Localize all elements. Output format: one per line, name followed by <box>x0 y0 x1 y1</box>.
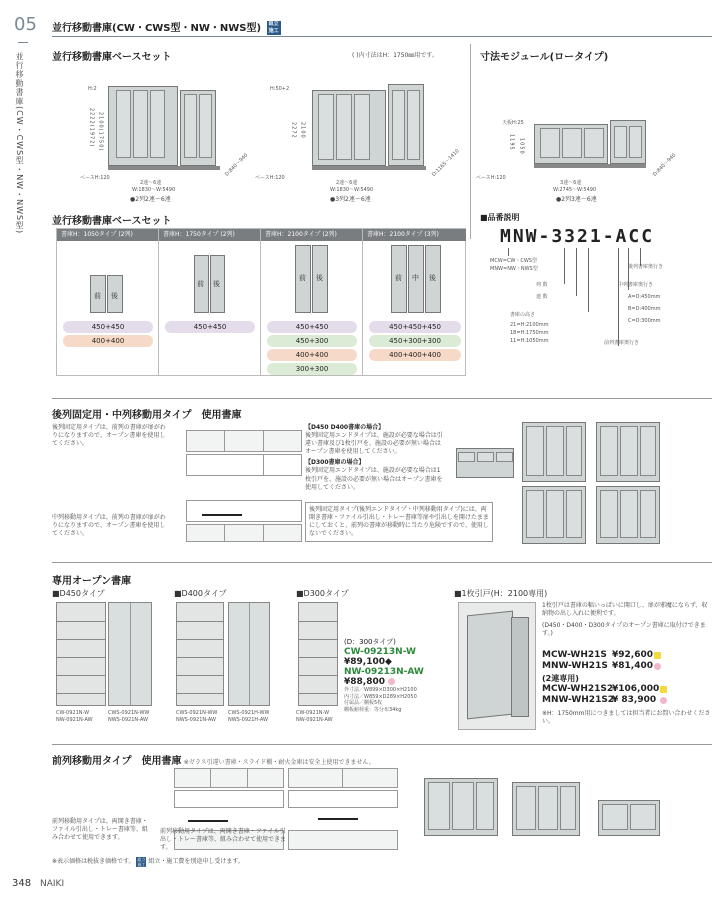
pill-1050-400: 400+400 <box>63 335 153 347</box>
shelf-d450-2 <box>108 602 152 706</box>
col-header-4: 書庫H：2100タイプ (3列) <box>363 229 466 241</box>
d300-model1: CW-09213N-W <box>344 647 416 658</box>
module-w-range: W:2745～W:5490 <box>553 187 597 193</box>
height-11: 11=H:1050mm <box>510 338 549 344</box>
d450-cap2-b: NWS-0921N-AW <box>108 717 148 723</box>
right-w-range: W:1830～W:5490 <box>330 187 374 193</box>
label-2100-3-rear: 後 <box>429 274 436 282</box>
pill-2100-3-300: 450+300+300 <box>369 335 461 347</box>
module-top: 天板H:25 <box>502 120 524 126</box>
rule-1 <box>52 398 712 399</box>
d450-cap1-b: NW-0921N-AW <box>56 717 93 723</box>
d300-spec-2: 内寸法／W859×D289×H2050 <box>344 693 417 700</box>
page-number: 348 <box>12 878 32 889</box>
left-width: 2連～6連 <box>140 180 162 186</box>
right-cabinet-figure <box>312 84 426 170</box>
label-2100-front: 前 <box>299 274 306 282</box>
page-title <box>52 19 281 35</box>
base-set-title: 並行移動書庫ベースセット <box>52 52 172 63</box>
left-caption: ●2列2連～6連 <box>130 196 171 203</box>
d300-spec-1: 外寸法／W899×D300×H2100 <box>344 687 417 694</box>
right-depth: D:1165～1410 <box>430 148 461 178</box>
label-2100-3-mid: 中 <box>412 274 419 282</box>
height-21: 21=H:2100mm <box>510 322 549 328</box>
left-heights: 2222(1972) <box>88 108 95 148</box>
d300-title: 【D300書庫の場合】 <box>305 459 365 467</box>
rear-fixed-illustration-4 <box>522 486 588 548</box>
d400-cap1-a: CWS-0921N-WW <box>176 710 218 716</box>
d300-spec-3: 付属品／棚板5枚 <box>344 700 383 707</box>
pill-2100-450-300: 450+300 <box>267 335 357 347</box>
shelf-d400-1 <box>176 602 224 706</box>
d450-text: 後列固定用エンドタイプは、施設が必要な場合は引違い書庫及び1枚引戸を、施設の必要が無い場合はオープン書庫を使用してください。 <box>305 432 443 456</box>
front-moving-illustration-1 <box>424 778 500 840</box>
pink-mark-icon <box>654 663 661 670</box>
side-label: 並行移動書庫(CW・CWS型・NW・NWS型) <box>15 52 24 235</box>
front-moving-note2: 前列移動用タイプは、両開き書庫・ファイル引出し・トレー書庫等、組み合わせて使用できます。 <box>160 828 287 852</box>
height-18: 18=H:1750mm <box>510 330 549 336</box>
pill-1750-450: 450+450 <box>165 321 255 333</box>
shelf-d450-1 <box>56 602 106 706</box>
front-moving-title: 前列移動用タイプ 使用書庫 <box>52 756 182 767</box>
label-1750-rear: 後 <box>213 280 220 288</box>
front-depth-label: 前列書庫奥行き <box>604 340 640 346</box>
series-1: MCW=CW・CWS型 <box>490 258 537 264</box>
label-1050-front: 前 <box>94 292 101 300</box>
front-moving-subnote: ※ガラス引違い書庫・スライド棚・耐火金庫は安全上使用できません。 <box>183 759 375 766</box>
part-number-code: MNW-3321-ACC <box>500 226 655 247</box>
front-moving-header <box>52 752 375 767</box>
sliding-door-price-3: MCW-WH21S2 ¥106,000 <box>542 684 712 694</box>
pink-mark-icon-2 <box>660 697 667 704</box>
d450-label: ■D450タイプ <box>52 589 105 598</box>
d450-cap2-a: CWS-0921N-WW <box>108 710 150 716</box>
header-rule <box>52 36 712 37</box>
pill-2100-400: 400+400 <box>267 349 357 361</box>
rear-fixed-illustration-3 <box>596 422 662 484</box>
open-shelf-title: 専用オープン書庫 <box>52 576 132 587</box>
d300-pink-mark-icon <box>388 678 395 685</box>
d300-cap1-a: CW-0921N-W <box>296 710 330 716</box>
units-label: 連 数 <box>536 294 548 300</box>
d450-note <box>305 424 445 492</box>
d300-box-label: (D：300タイプ) <box>344 638 396 646</box>
sliding-door-sub: (2連専用) <box>542 674 579 683</box>
sliding-door-price-1: MCW-WH21S ¥92,600 <box>542 650 712 660</box>
d450-title: 【D450 D400書庫の場合】 <box>305 424 385 431</box>
module-title: 寸法モジュール(ロータイプ) <box>480 52 609 63</box>
right-inner: 2100 <box>299 122 306 139</box>
rear-fixed-note1: 後列固定用タイプは、前列の書庫が扉がわりになりますので、オープン書庫を使用してください。 <box>52 424 166 448</box>
series-2: MNW=NW・NWS型 <box>490 266 538 272</box>
module-h2: 1050 <box>518 138 525 155</box>
assembly-badge-icon-footer: 組立施工 <box>137 856 146 867</box>
d400-cap2-b: NWS-0921H-AW <box>228 717 268 723</box>
sliding-door-price-4: MNW-WH21S2 ¥ 83,900 <box>542 695 712 705</box>
depth-c: C=D:300mm <box>628 318 661 324</box>
label-1050-rear: 後 <box>111 292 118 300</box>
height-label: 書庫の高さ <box>510 312 536 318</box>
base-set-table <box>56 228 466 376</box>
d300-model2: NW-09213N-AW <box>344 667 424 678</box>
right-base: ベースH:120 <box>255 175 285 181</box>
rear-fixed-warning: 後列固定用タイプ(後列エンドタイプ・中列移動用タイプ)には、両開き書庫・ファイル引出し・トレー書庫等扉や引出しを開けたままにしておくと、前列の書庫が移動時に当たり危険ですので、使用しないでください。 <box>305 502 493 542</box>
label-2100-rear: 後 <box>316 274 323 282</box>
section-number: 05 <box>14 14 37 35</box>
d400-label: ■D400タイプ <box>174 589 227 598</box>
col-header-2: 書庫H：1750タイプ (2列) <box>159 229 260 241</box>
mid-depth-label: 中列書庫奥行き <box>618 282 654 288</box>
module-h1: 1195 <box>508 134 515 151</box>
right-width: 2連～6連 <box>336 180 358 186</box>
assembly-badge-icon: 組立施工 <box>268 21 279 34</box>
d300-cap1-b: NW-0921N-AW <box>296 717 333 723</box>
d300-label: ■D300タイプ <box>296 589 349 598</box>
pill-2100-3-400: 400+400+400 <box>369 349 461 361</box>
rear-fixed-illustration-1 <box>456 440 516 480</box>
module-depth: D:840～940 <box>652 152 678 178</box>
yellow-mark-icon-2 <box>660 686 667 693</box>
left-cabinet-figure <box>108 86 220 170</box>
rule-3 <box>52 744 712 745</box>
front-moving-illustration-3 <box>598 800 662 840</box>
right-caption: ●3列2連～6連 <box>330 196 371 203</box>
part-number-title: ■品番説明 <box>480 213 520 222</box>
footer-notes <box>52 856 244 867</box>
sliding-door-desc2: (D450・D400・D300タイプのオープン書庫に取付けできます。) <box>542 622 706 638</box>
left-h2: H:2 <box>88 86 97 92</box>
rear-fixed-title: 後列固定用・中列移動用タイプ 使用書庫 <box>52 410 242 421</box>
sliding-door-note: ※H：1750mm用につきましては担当者にお問い合わせください。 <box>542 710 711 726</box>
right-heights: 2272 <box>290 122 297 139</box>
sliding-door-desc: 1枚引戸は書庫の幅いっぱいに開口し、扉が邪魔にならず、収納物の出し入れに便利です。 <box>542 602 708 618</box>
label-2100-3-front: 前 <box>395 274 402 282</box>
left-base: ベースH:120 <box>80 175 110 181</box>
sliding-door-label: ■1枚引戸(H：2100専用) <box>454 589 548 598</box>
front-moving-note1: 前列移動用タイプは、両開き書庫・ファイル引出し・トレー書庫等、組み合わせて使用できます。 <box>52 818 148 842</box>
badge-note: 組立・施工費を別途申し受けます。 <box>148 858 244 865</box>
module-figure <box>534 120 646 168</box>
rear-depth-label: 後列書庫奥行き <box>628 264 664 270</box>
d300-price1: ¥89,100◆ <box>344 657 392 668</box>
pill-2100-450: 450+450 <box>267 321 357 333</box>
col-header-3: 書庫H：2100タイプ (2列) <box>261 229 362 241</box>
d300-price-box <box>344 638 448 713</box>
rear-fixed-diagram <box>186 430 302 542</box>
base-set-table-title: 並行移動書庫ベースセット <box>52 216 172 227</box>
rear-fixed-note2: 中列移動用タイプは、前列の書庫が扉がわりになりますので、オープン書庫を使用してください。 <box>52 514 166 538</box>
pill-1050-450: 450+450 <box>63 321 153 333</box>
vertical-divider <box>470 44 471 239</box>
d450-cap1-a: CW-0921N-W <box>56 710 90 716</box>
left-depth: D:840～940 <box>224 152 250 178</box>
rows-label: 列 数 <box>536 282 548 288</box>
label-1750-front: 前 <box>197 280 204 288</box>
front-moving-diagram-2 <box>288 768 398 852</box>
base-set-note: ( )内寸法はH：1750㎜用です。 <box>352 52 438 59</box>
right-h2: H:50+2 <box>270 86 290 92</box>
side-line <box>18 42 28 43</box>
col-header-1: 書庫H：1050タイプ (2列) <box>57 229 158 241</box>
d400-cap1-b: NWS-0921N-AW <box>176 717 216 723</box>
yellow-mark-icon <box>654 652 661 659</box>
module-width: 3連～6連 <box>560 180 582 186</box>
module-caption: ●2列3連～6連 <box>556 196 597 203</box>
brand: NAIKI <box>40 879 65 889</box>
depth-a: A=D:450mm <box>628 294 661 300</box>
rear-fixed-illustration-5 <box>596 486 662 548</box>
sliding-door-photo <box>458 602 536 730</box>
shelf-d300-1 <box>298 602 338 706</box>
d300-spec-4: 棚板耐荷重：等分布34kg <box>344 706 402 713</box>
pill-2100-3-450: 450+450+450 <box>369 321 461 333</box>
rule-2 <box>52 562 712 563</box>
left-inner: 2100(1750) <box>97 112 104 152</box>
pill-2100-300: 300+300 <box>267 363 357 375</box>
shelf-d400-2 <box>228 602 270 706</box>
left-w-range: W:1830～W:5490 <box>132 187 176 193</box>
module-base: ベースH:120 <box>476 175 506 181</box>
page-title-text: 並行移動書庫(CW・CWS型・NW・NWS型) <box>52 23 262 34</box>
d300-text: 後列固定用エンドタイプは、施設が必要な場合は1枚引戸を、施設の必要が無い場合はオープン書庫を使用してください。 <box>305 467 443 491</box>
depth-b: B=D:400mm <box>628 306 661 312</box>
rear-fixed-illustration-2 <box>522 422 588 484</box>
sliding-door-price-2: MNW-WH21S ¥81,400 <box>542 661 712 671</box>
price-note: ※表示価格は税抜き価格です。 <box>52 858 135 865</box>
d300-price2: ¥88,800 <box>344 677 448 687</box>
front-moving-illustration-2 <box>512 782 582 838</box>
d400-cap2-a: CWS-0921H-WW <box>228 710 270 716</box>
